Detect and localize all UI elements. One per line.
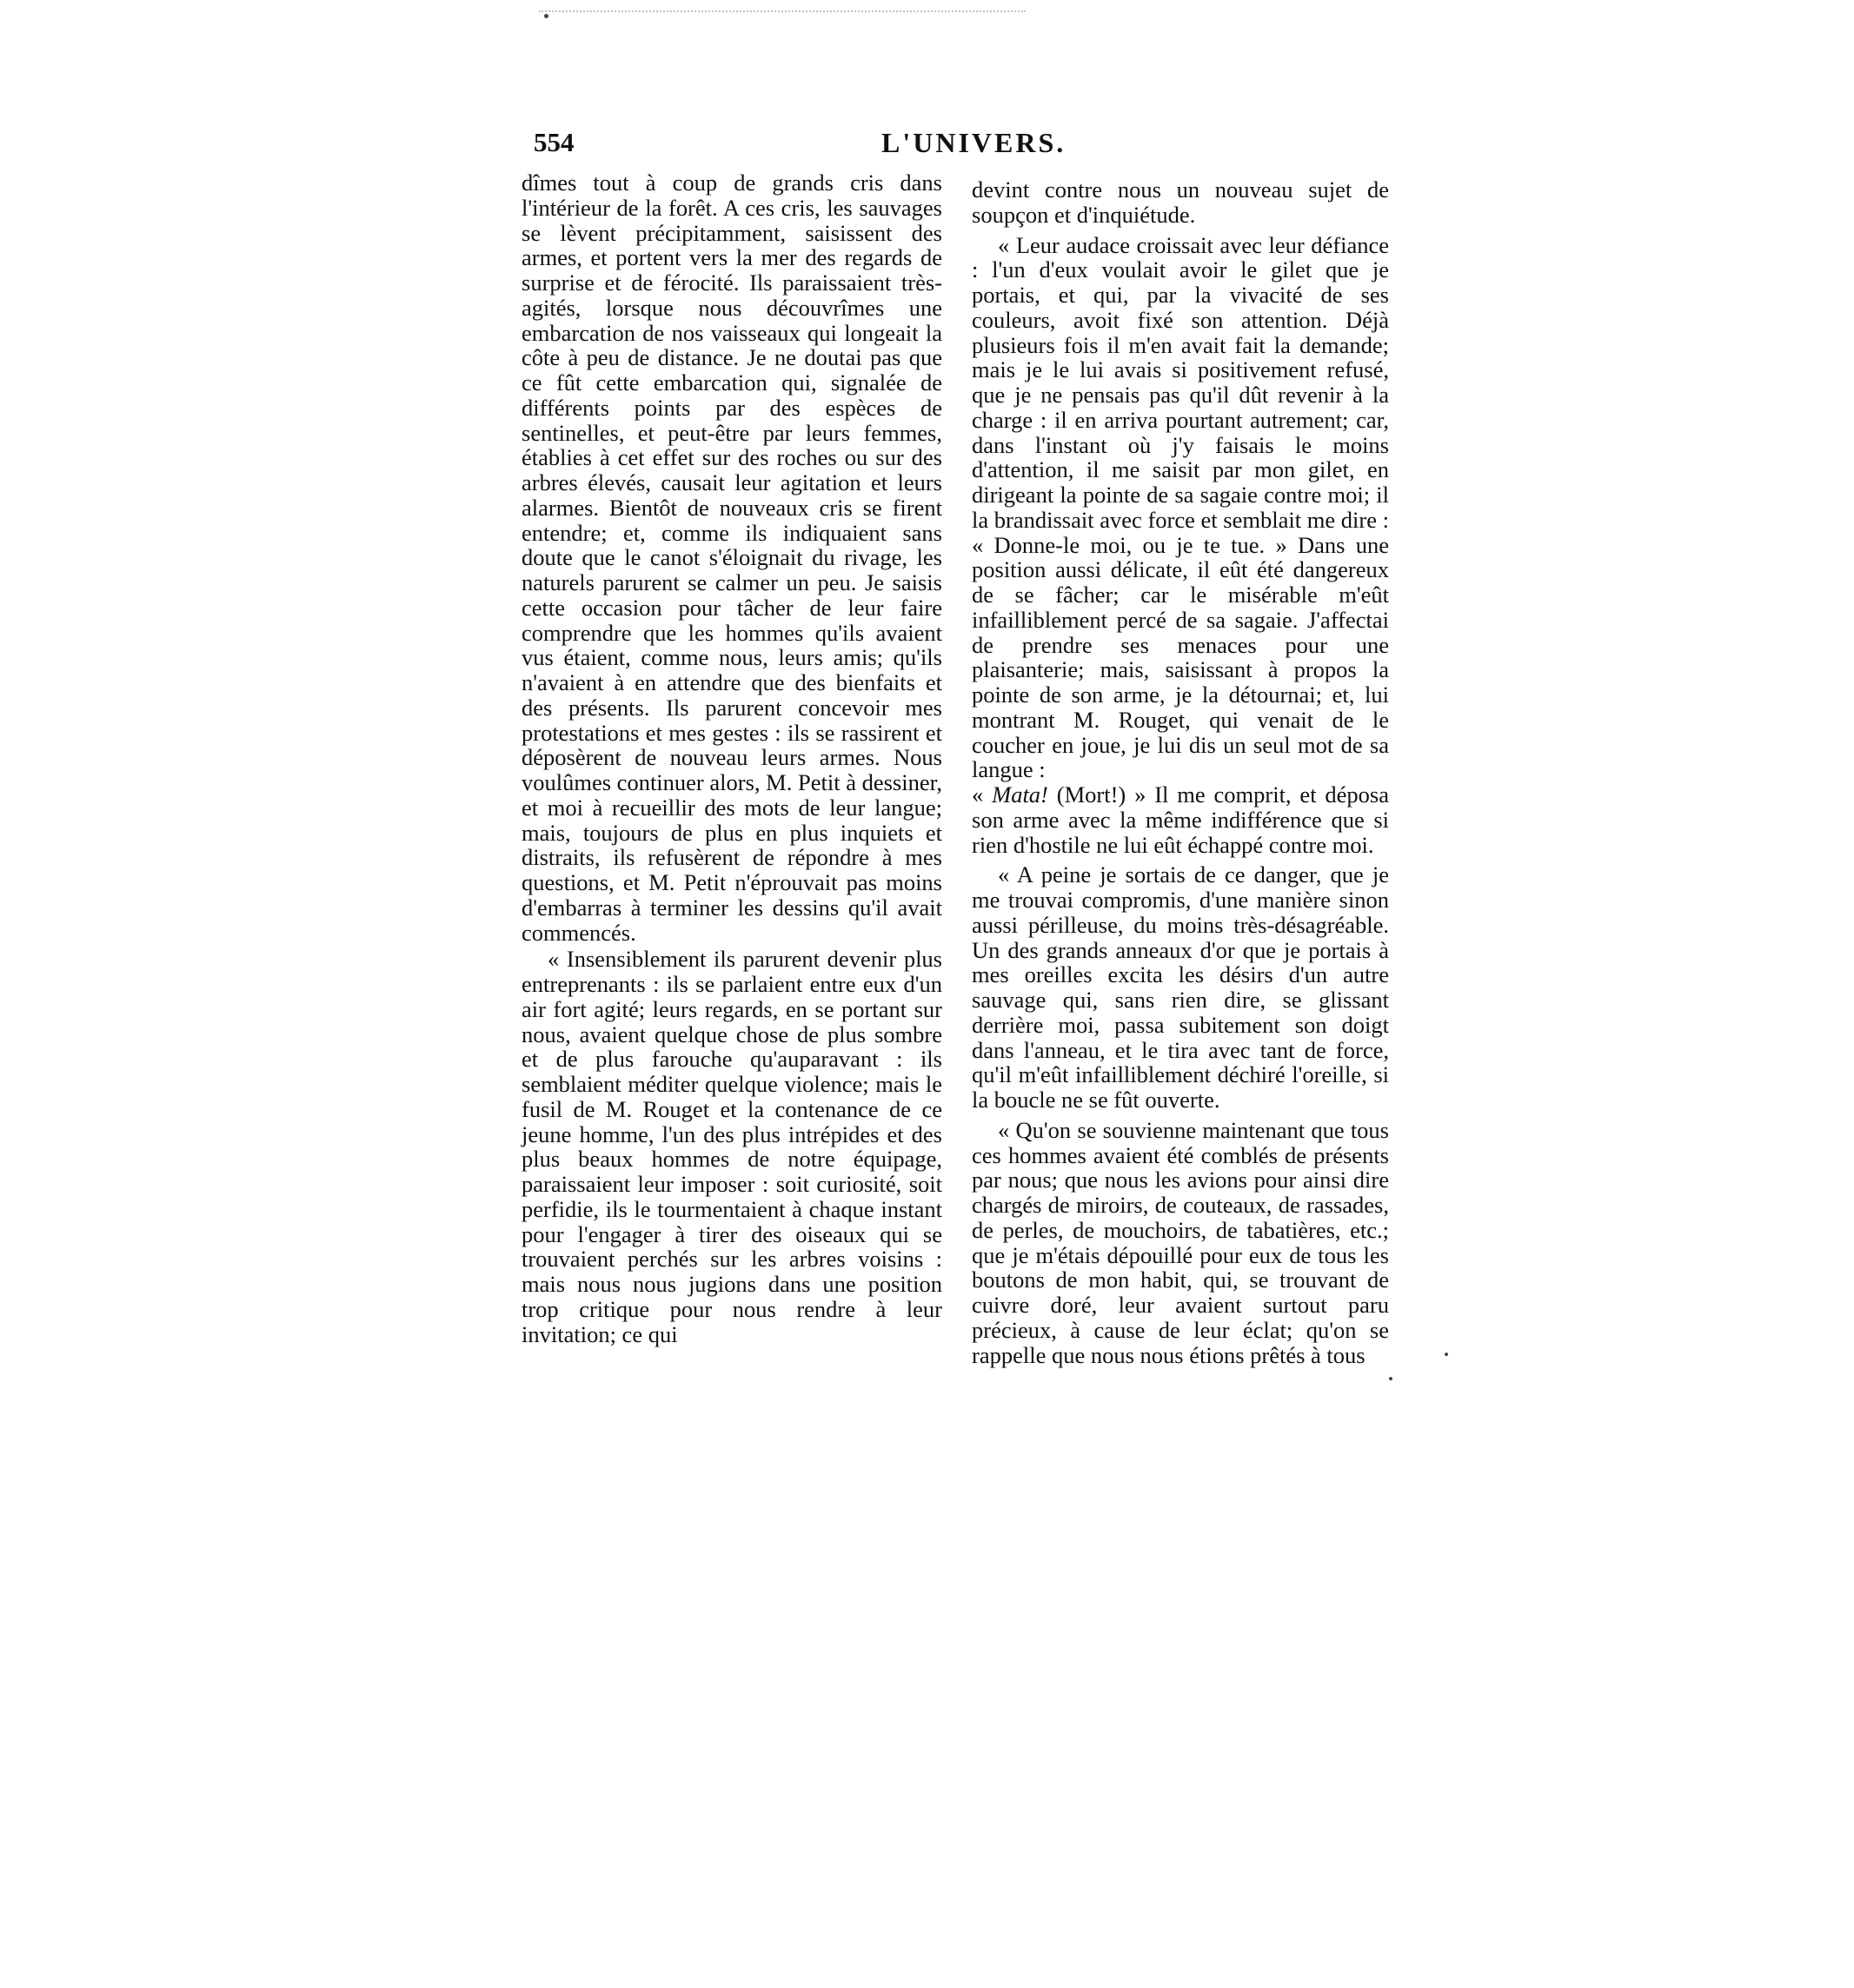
paragraph-text: « Leur audace croissait avec leur défiance : l'un d'eux voulait avoir le gilet que je portais, et qui, par la vivacité de ses couleurs, avoit fixé son attention. Déjà plusieurs fois il m'en avait fait la demande; mais je le lui avais si positivement refusé, que je ne pensais pas qu'il dût revenir à la charge : il en arriva pourtant autrement; car, dans l'instant où j'y faisais le moins d'attention, il me saisit par mon gilet, en dirigeant la pointe de sa sagaie contre moi; il la brandissait avec force et semblait me dire : « Donne-le moi, ou je te tue. » Dans une position aussi délicate, il eût été dangereux de se fâcher; car le misérable m'eût infailliblement percé de sa sagaie. J'affectai de prendre ses menaces pour une plaisanterie; mais, saisissant à propos la pointe de son arme, je la détournai; et, lui montrant M. Rouget, qui venait de le coucher en joue, je lui dis un seul mot de sa langue :	[972, 231, 1389, 783]
scan-speck	[1389, 1377, 1392, 1380]
scan-speck	[1445, 1353, 1448, 1356]
paragraph: « A peine je sortais de ce danger, que je me trouvai compromis, d'une manière sinon aussi périlleuse, du moins très-désagréable. Un des grands anneaux d'or que je portais à mes oreilles excita les désirs d'un autre sauvage qui, sans rien dire, se glissant derrière moi, passa subitement son doigt dans l'anneau, et le tira avec tant de force, qu'il m'eût infailliblement déchiré l'oreille, si la boucle ne se fût ouverte.	[972, 861, 1389, 1113]
quote-mark: «	[972, 781, 993, 808]
page-header	[534, 127, 1389, 165]
page-number: 554	[534, 127, 575, 157]
text-column-right	[972, 177, 1389, 1367]
paragraph: « Insensiblement ils parurent devenir plus entreprenants : ils se parlaient entre eux d'un air fort agité; leurs regards, en se portant sur nous, avaient quelque chose de plus sombre et de plus farouche qu'auparavant : ils semblaient méditer quelque violence; mais le fusil de M. Rouget et la contenance de ce jeune homme, l'un des plus intrépides et des plus beaux hommes de notre équipage, paraissaient leur imposer : soit curiosité, soit perfidie, ils le tourmentaient à chaque instant pour l'engager à tirer des oiseaux qui se trouvaient perchés sur les arbres voisins : mais nous nous jugions dans une position trop critique pour nous rendre à leur invitation; ce qui	[522, 946, 942, 1347]
paragraph: dîmes tout à coup de grands cris dans l'intérieur de la forêt. A ces cris, les sauvages se lèvent précipitamment, saisissent des armes, et portent vers la mer des regards de surprise et de férocité. Ils paraissaient très-agités, lorsque nous découvrîmes une embarcation de nos vaisseaux qui longeait la côte à peu de distance. Je ne doutai pas que ce fût cette embarcation qui, signalée de différents points par des espèces de sentinelles, et peut-être par leurs femmes, établies à cet effet sur des roches ou sur des arbres élevés, causait leur agitation et leurs alarmes. Bientôt de nouveaux cris se firent entendre; et, comme ils indiquaient sans doute que le canot s'éloignait du rivage, les naturels parurent se calmer un peu. Je saisis cette occasion pour tâcher de leur faire comprendre que les hommes qu'ils avaient vus étaient, comme nous, leurs amis; qu'ils n'avaient à en attendre que des bienfaits et des présents. Ils parurent concevoir mes protestations et mes gestes : ils se rassirent et déposèrent de nouveau leurs armes. Nous voulûmes continuer alors, M. Petit à dessiner, et moi à recueillir des mots de leur langue; mais, toujours de plus en plus inquiets et distraits, ils refusèrent de répondre à mes questions, et M. Petit n'éprouvait pas moins d'embarras à terminer les dessins qu'il avait commencés.	[522, 170, 942, 946]
running-title: L'UNIVERS.	[881, 127, 1067, 158]
scan-speck	[544, 14, 548, 18]
italic-word: Mata!	[992, 781, 1048, 808]
paragraph-text: (Mort!) » Il me comprit, et déposa son arme avec la même indifférence que si rien d'hostile ne lui eût échappé contre moi.	[972, 781, 1390, 858]
paragraph: devint contre nous un nouveau sujet de soupçon et d'inquiétude.	[972, 176, 1389, 228]
text-column-left	[522, 170, 942, 1346]
paragraph: « Qu'on se souvienne maintenant que tous ces hommes avaient été comblés de présents par nous; que nous les avions pour ainsi dire chargés de miroirs, de couteaux, de rassades, de perles, de mouchoirs, de tabatières, etc.; que je m'étais dépouillé pour eux de tous les boutons de mon habit, qui, se trouvant de cuivre doré, leur avaient surtout paru précieux, à cause de leur éclat; qu'on se rappelle que nous nous étions prêtés à tous	[972, 1116, 1389, 1368]
scan-artifact-top	[539, 10, 1026, 21]
paragraph	[972, 233, 1389, 858]
